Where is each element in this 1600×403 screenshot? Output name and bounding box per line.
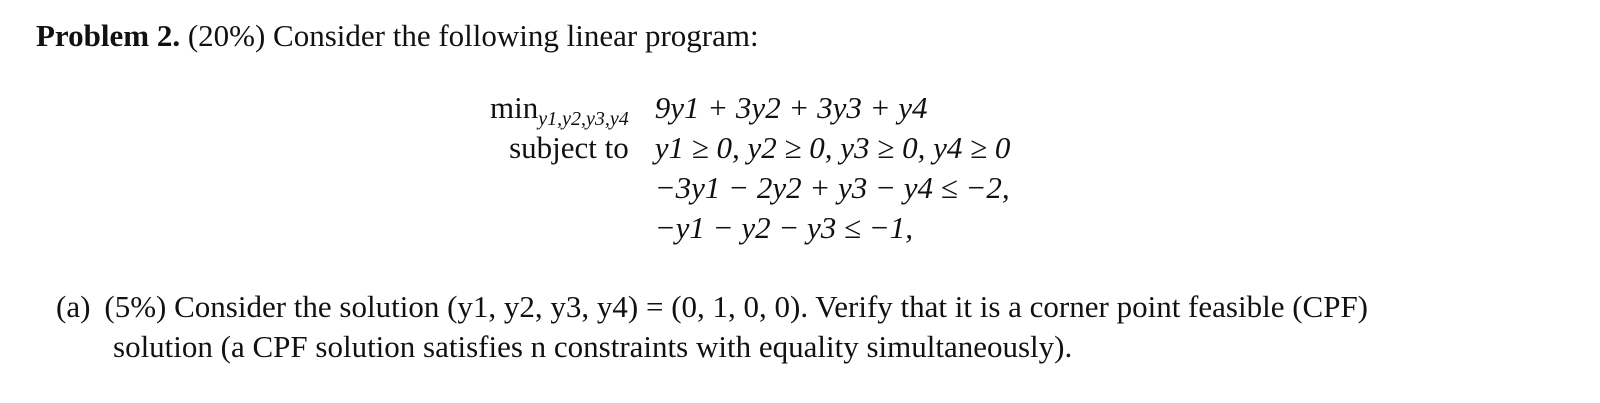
part-a-text-line1: (5%) Consider the solution (y1, y2, y3, y4) = (0, 1, 0, 0). Verify that it is a corner point feasible (CPF) [104, 289, 1369, 324]
constraint-row [490, 168, 1010, 208]
linear-program [490, 88, 1010, 248]
part-a [56, 287, 1540, 367]
objective-expression: 9y1 + 3y2 + 3y3 + y4 [654, 90, 928, 125]
objective-vars: y1,y2,y3,y4 [538, 108, 629, 131]
problem-heading [36, 14, 759, 58]
constraint-2: −y1 − y2 − y3 ≤ −1, [654, 210, 913, 245]
objective-row [490, 88, 1010, 128]
constraints-label: subject to [509, 130, 629, 165]
constraint-row [490, 208, 1010, 248]
part-a-text-line2: solution (a CPF solution satisfies n constraints with equality simultaneously). [113, 329, 1073, 364]
constraint-1: −3y1 − 2y2 + y3 − y4 ≤ −2, [654, 170, 1010, 205]
objective-label: $\min_{y1,y2,y3,y4}$ [490, 90, 629, 131]
problem-intro: (20%) Consider the following linear program: [187, 18, 759, 53]
constraint-row [490, 128, 1010, 168]
constraint-nonnegativity: y1 ≥ 0, y2 ≥ 0, y3 ≥ 0, y4 ≥ 0 [654, 130, 1011, 165]
problem-number: Problem 2. [36, 18, 181, 53]
part-a-letter: (a) [56, 289, 91, 324]
